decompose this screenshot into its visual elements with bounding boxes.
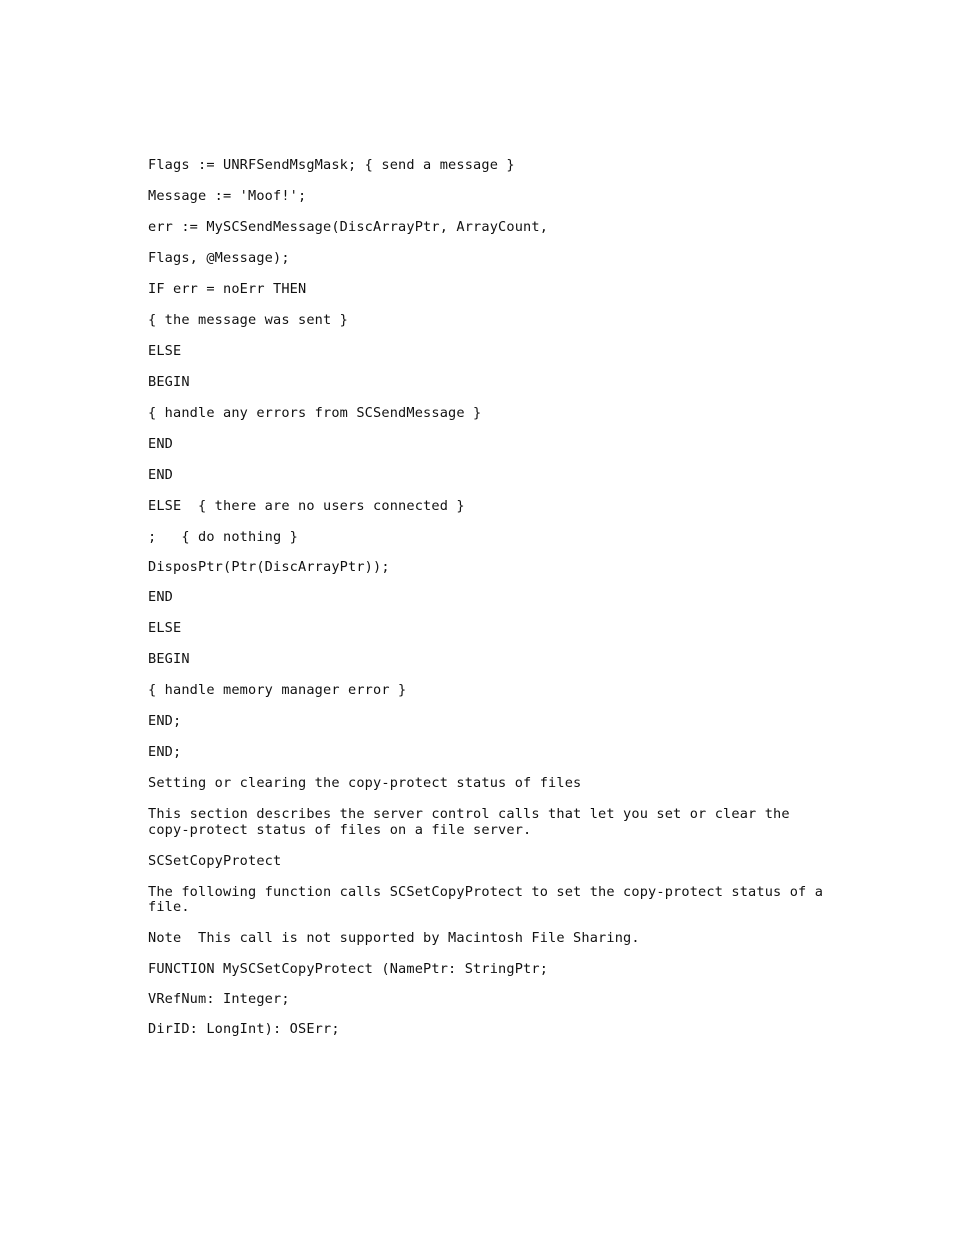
code-line: IF err = noErr THEN <box>148 281 307 297</box>
code-line: VRefNum: Integer; <box>148 991 290 1007</box>
code-line: Flags := UNRFSendMsgMask; { send a message } <box>148 157 515 173</box>
code-line: { handle any errors from SCSendMessage } <box>148 405 482 421</box>
section-intro: This section describes the server control calls that let you set or clear the copy-protect status of files on a file server. <box>148 806 799 838</box>
subsection-heading: SCSetCopyProtect <box>148 852 282 869</box>
code-line: ELSE <box>148 343 182 359</box>
code-line: err := MySCSendMessage(DiscArrayPtr, ArrayCount, <box>148 219 549 235</box>
code-line: Flags, @Message); <box>148 250 290 266</box>
note: Note This call is not supported by Macintosh File Sharing. <box>148 930 640 946</box>
code-block-send-message <box>148 158 828 761</box>
subsection-intro: The following function calls SCSetCopyProtect to set the copy-protect status of a file. <box>148 883 832 915</box>
code-line: DirID: LongInt): OSErr; <box>148 1021 340 1037</box>
code-line: { the message was sent } <box>148 312 349 328</box>
code-line: END; <box>148 713 182 729</box>
section-heading: Setting or clearing the copy-protect status of files <box>148 775 582 791</box>
code-block-set-copy-protect <box>148 962 828 1038</box>
code-line: ELSE { there are no users connected } <box>148 498 465 514</box>
code-line: Message := 'Moof!'; <box>148 188 307 204</box>
code-line: BEGIN <box>148 374 190 390</box>
code-line: END <box>148 467 174 483</box>
code-line: DisposPtr(Ptr(DiscArrayPtr)); <box>148 559 390 575</box>
code-line: END <box>148 436 174 452</box>
code-line: FUNCTION MySCSetCopyProtect (NamePtr: StringPtr; <box>148 961 549 977</box>
code-line: ELSE <box>148 620 182 636</box>
code-line: END; <box>148 744 182 760</box>
code-line: ; { do nothing } <box>148 529 299 545</box>
code-line: END <box>148 589 174 605</box>
code-line: { handle memory manager error } <box>148 682 407 698</box>
code-line: BEGIN <box>148 651 190 667</box>
document-page <box>148 157 832 1053</box>
